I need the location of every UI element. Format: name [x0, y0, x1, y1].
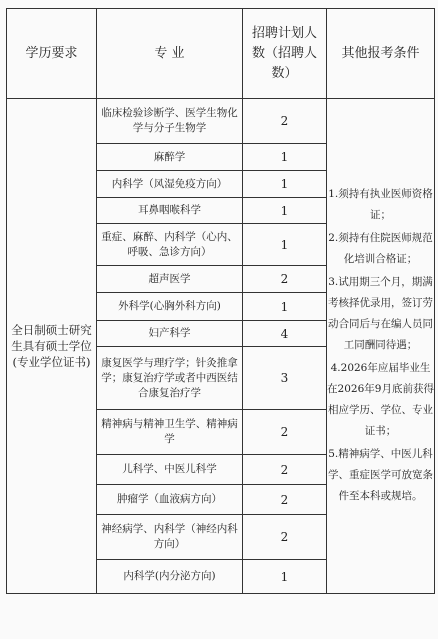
major-cell: 麻醉学 [97, 144, 243, 171]
count-cell: 1 [243, 198, 327, 224]
count-cell: 2 [243, 266, 327, 293]
condition-item: 1.须持有执业医师资格证； [328, 187, 433, 221]
major-cell: 外科学(心胸外科方向) [97, 293, 243, 321]
count-cell: 2 [243, 485, 327, 515]
header-quota-line: 数） [271, 65, 298, 81]
count-cell: 3 [243, 347, 327, 410]
count-cell: 1 [243, 171, 327, 198]
major-cell: 耳鼻咽喉科学 [97, 198, 243, 224]
major-cell: 儿科学、中医儿科学 [97, 455, 243, 485]
header-quota-line: 招聘计划人 [251, 25, 317, 41]
count-cell: 2 [243, 515, 327, 560]
major-cell: 肿瘤学（血液病方向） [97, 485, 243, 515]
header-conditions: 其他报考条件 [327, 9, 435, 99]
major-cell: 康复医学与理疗学；针灸推拿学；康复治疗学或者中西医结合康复治疗学 [97, 347, 243, 410]
education-requirement: 全日制硕士研究生具有硕士学位(专业学位证书) [7, 99, 97, 594]
condition-item: 3.试用期三个月，期满考核择优录用，签订劳动合同后与在编人员同工同酬同待遇； [328, 275, 433, 351]
condition-item: 4.2026年应届毕业生在2026年9月底前获得相应学历、学位、专业证书； [327, 361, 434, 437]
count-cell: 1 [243, 144, 327, 171]
recruitment-table [6, 8, 435, 594]
other-conditions [327, 99, 435, 594]
major-cell: 超声医学 [97, 266, 243, 293]
count-cell: 1 [243, 224, 327, 266]
major-cell: 内科学(内分泌方向) [97, 560, 243, 594]
header-quota-line: 数（招聘人 [251, 45, 317, 61]
count-cell: 2 [243, 410, 327, 455]
major-cell: 精神病与精神卫生学、精神病学 [97, 410, 243, 455]
header-quota [243, 9, 327, 99]
count-cell: 2 [243, 99, 327, 144]
condition-item: 5.精神病学、中医儿科学、重症医学可放宽条件至本科或规培。 [328, 447, 433, 502]
table-header-row [7, 9, 435, 99]
major-cell: 内科学（风湿免疫方向） [97, 171, 243, 198]
count-cell: 4 [243, 321, 327, 347]
header-education: 学历要求 [7, 9, 97, 99]
major-cell: 神经病学、内科学（神经内科方向） [97, 515, 243, 560]
header-major: 专 业 [97, 9, 243, 99]
table-row [7, 99, 435, 144]
count-cell: 2 [243, 455, 327, 485]
count-cell: 1 [243, 293, 327, 321]
count-cell: 1 [243, 560, 327, 594]
major-cell: 临床检验诊断学、医学生物化学与分子生物学 [97, 99, 243, 144]
major-cell: 妇产科学 [97, 321, 243, 347]
condition-item: 2.须持有住院医师规范化培训合格证； [328, 231, 433, 265]
major-cell: 重症、麻醉、内科学（心内、呼吸、急诊方向） [97, 224, 243, 266]
